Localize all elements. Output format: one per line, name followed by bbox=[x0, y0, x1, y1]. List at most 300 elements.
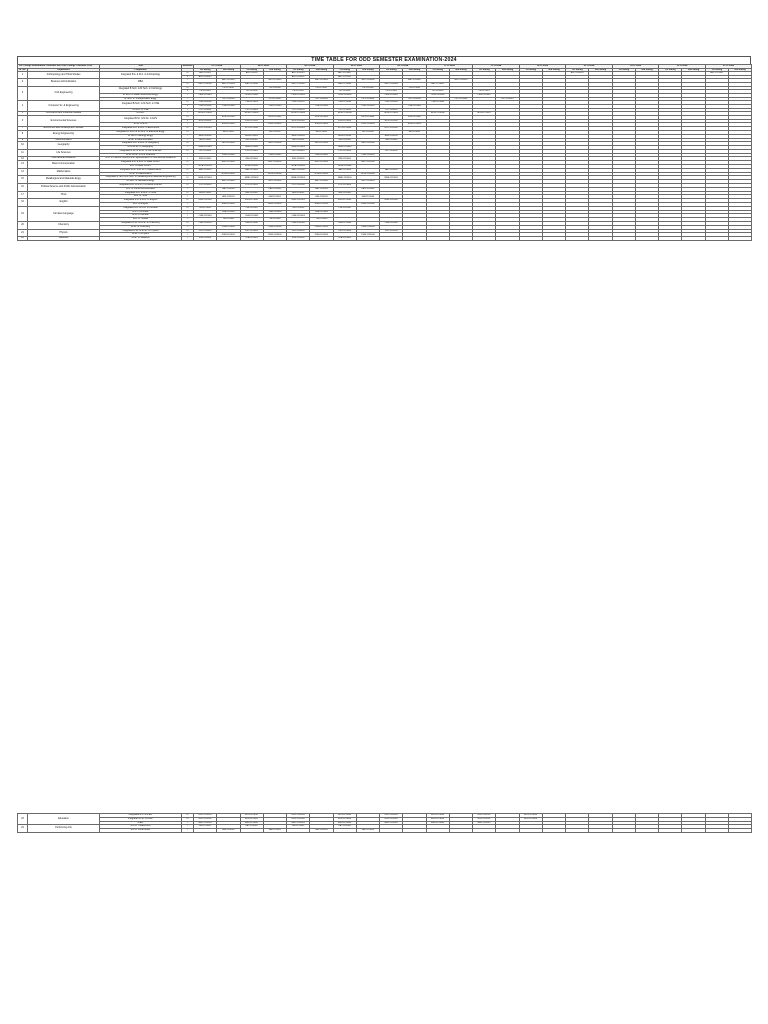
paper-code-cell: MBT-1124004 bbox=[263, 79, 286, 83]
paper-code-cell: CHM-1124001 bbox=[217, 225, 240, 229]
header-session-2: 2nd Sitting bbox=[403, 68, 426, 72]
paper-code-cell: GEM-1124004 bbox=[333, 146, 356, 150]
semester-cell: III bbox=[182, 817, 194, 821]
header-session-2: 2nd Sitting bbox=[496, 68, 519, 72]
department-name: International Relations bbox=[28, 157, 100, 161]
paper-code-cell: CHB-1124002 bbox=[263, 210, 286, 214]
paper-code-cell: CEW-1124003 bbox=[287, 93, 310, 97]
semester-cell: V bbox=[182, 104, 194, 108]
paper-code-cell: MED-1124006 bbox=[426, 821, 449, 825]
paper-code-cell: ECO-1123001 bbox=[194, 127, 217, 131]
programme-name: Integrated B.A. & M.A. in Political Science bbox=[100, 184, 182, 188]
paper-code-cell: MBT-1724004 bbox=[380, 82, 403, 86]
paper-code-cell: MNT-1124003 bbox=[310, 180, 333, 184]
paper-code-cell: HIN-1123003 bbox=[287, 191, 310, 195]
paper-code-cell: CST-1124003 bbox=[287, 108, 310, 112]
paper-code-cell: POL-1123001 bbox=[194, 184, 217, 188]
programme-name: Integrated B.Tech. & M.Tech. in CSE bbox=[100, 101, 182, 108]
department-name: Environmental Sciences bbox=[28, 116, 100, 127]
paper-code-cell: CHE-1123004 bbox=[333, 222, 356, 226]
paper-code-cell: GEI-1124003 bbox=[287, 138, 310, 142]
department-number: 24 bbox=[18, 825, 28, 833]
timetable-grid-continuation bbox=[17, 813, 752, 833]
semester-cell: I bbox=[182, 172, 194, 176]
paper-code-cell bbox=[426, 829, 449, 833]
programme-name: M.Tech. in Energy Engg. bbox=[100, 134, 182, 138]
header-department-label: Department bbox=[28, 68, 100, 72]
paper-code-cell: GEI-1124005 bbox=[380, 138, 403, 142]
paper-code-cell: HIM-1124001 bbox=[217, 195, 240, 199]
paper-code-cell: CE-1123003 bbox=[403, 86, 426, 90]
paper-code-cell: CEW-1124004 bbox=[333, 93, 356, 97]
paper-code-cell: CHB-1124001 bbox=[217, 210, 240, 214]
page-title: TIME TABLE FOR ODD SEMESTER EXAMINATION-2024 bbox=[17, 56, 751, 64]
paper-code-cell: ECO-1123003 bbox=[287, 127, 310, 131]
header-session-2: 2nd Sitting bbox=[356, 68, 379, 72]
programme-name: M.Sc. in Mathematics bbox=[100, 172, 182, 176]
paper-code-cell: POL-1123004 bbox=[333, 184, 356, 188]
paper-code-cell: ANT-1223301 bbox=[705, 72, 728, 76]
paper-code-cell: PHM-1124001 bbox=[217, 233, 240, 237]
department-number: 16 bbox=[18, 184, 28, 192]
header-session-1: 1st Sitting bbox=[566, 68, 589, 72]
paper-code-cell: GEO-1123002 bbox=[263, 142, 286, 146]
header-date: 09.11.2024 bbox=[380, 65, 427, 69]
semester-cell: III bbox=[182, 176, 194, 180]
paper-code-cell: MBT-1124001 bbox=[217, 79, 240, 83]
paper-code-cell: IRM-1124003 bbox=[287, 157, 310, 161]
paper-code-cell: PHY-1123004 bbox=[333, 229, 356, 233]
semester-cell: I bbox=[182, 233, 194, 237]
semester-cell: III bbox=[182, 206, 194, 210]
paper-code-cell: MBT-1124002 bbox=[403, 79, 426, 83]
paper-code-cell: EDU-1123004 bbox=[333, 814, 356, 818]
paper-code-cell: CE-1123004 bbox=[263, 86, 286, 90]
paper-code-cell: EVM-1124002 bbox=[263, 123, 286, 127]
paper-code-cell: MSC-1123003 bbox=[310, 161, 333, 165]
paper-code-cell: ECO-1123005 bbox=[380, 127, 403, 131]
semester-cell: III bbox=[182, 168, 194, 172]
department-name: Metallurgical and Materials Engg. bbox=[28, 176, 100, 184]
semester-cell: I bbox=[182, 108, 194, 112]
header-semester-label: Semester bbox=[182, 65, 193, 67]
programme-name: M.A. in Public Administration bbox=[100, 187, 182, 191]
department-name: Energy Engineering bbox=[28, 130, 100, 138]
header-sno-label: Sl. No. bbox=[19, 68, 26, 71]
paper-code-cell: CHB-1124003 bbox=[310, 210, 333, 214]
semester-cell: I bbox=[182, 93, 194, 97]
department-name: Anthropology and Tribal Studies bbox=[28, 72, 100, 79]
paper-code-cell: EVS-1125001 bbox=[194, 119, 217, 123]
semester-cell: I bbox=[182, 112, 194, 116]
paper-code-cell: EE-1123004 bbox=[356, 130, 379, 134]
paper-code-cell: EEN-1124002 bbox=[240, 134, 263, 138]
paper-code-cell: EDU-1123008 bbox=[519, 814, 542, 818]
paper-code-cell: MSC-1123001 bbox=[217, 161, 240, 165]
header-session-1: 1st Sitting bbox=[612, 68, 635, 72]
programme-name: Integrated B.Sc. & M.Sc. in Chemistry bbox=[100, 222, 182, 226]
paper-code-cell: EVS-1123003 bbox=[310, 116, 333, 120]
paper-code-cell: EVS-1123005 bbox=[403, 116, 426, 120]
paper-code-cell: EVM-1124003 bbox=[310, 123, 333, 127]
header-date: 16.11.2024 bbox=[566, 65, 613, 69]
paper-code-cell: CSE-1125004 bbox=[310, 104, 333, 108]
header-session-1: 1st Sitting bbox=[473, 68, 496, 72]
paper-code-cell: EVS-1125004 bbox=[333, 119, 356, 123]
semester-cell: III bbox=[182, 72, 194, 76]
paper-code-cell: ENM-1124002 bbox=[263, 203, 286, 207]
paper-code-cell: CST-1124004 bbox=[333, 108, 356, 112]
paper-code-cell: MCM-1724002 bbox=[240, 112, 263, 116]
semester-cell: I bbox=[182, 195, 194, 199]
department-name: Education bbox=[28, 814, 100, 825]
department-number: 8 bbox=[18, 130, 28, 138]
paper-code-cell: LSM-1124001 bbox=[217, 153, 240, 157]
paper-code-cell: PHY-1123003 bbox=[287, 229, 310, 233]
paper-code-cell: CHE-1123002 bbox=[240, 222, 263, 226]
header-date: 04.11.2024 bbox=[240, 65, 287, 69]
header-date: 01.11.2024 bbox=[194, 65, 241, 69]
paper-code-cell bbox=[659, 829, 682, 833]
header-date: 11.11.2024 bbox=[426, 65, 473, 69]
semester-cell: III bbox=[182, 199, 194, 203]
department-name: Far East Language bbox=[28, 206, 100, 221]
programme-name: Integrated B.Tech. & M.Tech. in Civil Engg. bbox=[100, 86, 182, 93]
paper-code-cell bbox=[566, 237, 589, 241]
paper-code-cell: CST-1124001 bbox=[194, 108, 217, 112]
semester-cell: I bbox=[182, 146, 194, 150]
paper-code-cell: LSC-1123001 bbox=[194, 149, 217, 153]
department-number: 18 bbox=[18, 199, 28, 207]
timetable-sheet bbox=[17, 56, 751, 241]
paper-code-cell: ENM-1124004 bbox=[356, 203, 379, 207]
paper-code-cell: MTM-1124002 bbox=[263, 172, 286, 176]
programme-name: Integrated B.A. & M.A. in English bbox=[100, 199, 182, 203]
paper-code-cell: PHY-1123002 bbox=[240, 229, 263, 233]
semester-cell: V bbox=[182, 75, 194, 79]
paper-code-cell: STA-1124001 bbox=[194, 237, 217, 241]
paper-code-cell: MAT-1123005 bbox=[380, 168, 403, 172]
paper-code-cell: ANT-1124001 bbox=[287, 75, 310, 79]
paper-code-cell: MSC-1123004 bbox=[356, 161, 379, 165]
paper-code-cell: CET-1124002 bbox=[263, 97, 286, 101]
semester-cell: III bbox=[182, 116, 194, 120]
paper-code-cell: GEO-1123004 bbox=[356, 142, 379, 146]
paper-code-cell bbox=[473, 829, 496, 833]
department-number: 7 bbox=[18, 127, 28, 131]
paper-code-cell bbox=[496, 829, 519, 833]
paper-code-cell: MED-1124004 bbox=[333, 821, 356, 825]
paper-code-cell: HIM-1124004 bbox=[356, 195, 379, 199]
paper-code-cell: PAD-1124001 bbox=[217, 187, 240, 191]
department-name: Economics and Development Studies bbox=[28, 127, 100, 131]
paper-code-cell: ENG-1123004 bbox=[333, 199, 356, 203]
paper-code-cell: CSE-1125005 bbox=[356, 104, 379, 108]
paper-code-cell: MME-1123005 bbox=[380, 176, 403, 180]
paper-code-cell: CEW-1124007 bbox=[473, 93, 496, 97]
department-number: 10 bbox=[18, 142, 28, 150]
semester-cell: I bbox=[182, 187, 194, 191]
header-session-1: 1st Sitting bbox=[659, 68, 682, 72]
department-name: Computer Sc. & Engineering bbox=[28, 101, 100, 112]
paper-code-cell: TIB-1124002 bbox=[263, 218, 286, 222]
programme-name: Integrated B.A. & M.A. in Hindi bbox=[100, 191, 182, 195]
department-name: Mathematics bbox=[28, 168, 100, 176]
paper-code-cell: CEW-1124002 bbox=[240, 93, 263, 97]
paper-code-cell: CHM-1124003 bbox=[287, 214, 310, 218]
programme-name: M.Ed. bbox=[100, 821, 182, 825]
paper-code-cell: CE-1125006 bbox=[380, 90, 403, 94]
paper-code-cell bbox=[589, 829, 612, 833]
paper-code-cell: PHY-1123005 bbox=[380, 229, 403, 233]
paper-code-cell bbox=[287, 829, 310, 833]
department-name: Business Administration bbox=[28, 79, 100, 86]
paper-code-cell: PHM-1124004 bbox=[356, 233, 379, 237]
paper-code-cell: CHE-1123001 bbox=[194, 222, 217, 226]
paper-code-cell: CHM-1124003 bbox=[310, 225, 333, 229]
paper-code-cell: MED-1124001 bbox=[194, 821, 217, 825]
paper-code-cell bbox=[426, 237, 449, 241]
paper-code-cell: TIB-1124001 bbox=[217, 218, 240, 222]
paper-code-cell: CHI-1123003 bbox=[287, 206, 310, 210]
paper-code-cell: CHM-1124002 bbox=[263, 225, 286, 229]
programme-name: Integrated B.A. & M.A. in Economics bbox=[100, 127, 182, 131]
paper-code-cell: HIM-1124003 bbox=[310, 195, 333, 199]
paper-code-cell: CE-1125005 bbox=[426, 90, 449, 94]
paper-code-cell: CET-1124003 bbox=[310, 97, 333, 101]
header-session-1: 1st Sitting bbox=[194, 68, 217, 72]
programme-name: M.Tech. in Transportation Engg. bbox=[100, 97, 182, 101]
programme-name: M.Sc. in EVS bbox=[100, 123, 182, 127]
paper-code-cell: MTM-1124001 bbox=[217, 172, 240, 176]
paper-code-cell: ENG-1123005 bbox=[380, 199, 403, 203]
department-number: 3 bbox=[18, 86, 28, 101]
paper-code-cell: PAD-1124003 bbox=[310, 187, 333, 191]
programme-name: M.Sc. in Geoinformatics bbox=[100, 138, 182, 142]
paper-code-cell: CSE-1123002 bbox=[240, 101, 263, 105]
header-session-1: 1st Sitting bbox=[705, 68, 728, 72]
semester-cell: I bbox=[182, 203, 194, 207]
paper-code-cell: POL-1123002 bbox=[240, 184, 263, 188]
paper-code-cell: MCA-1124002 bbox=[240, 165, 263, 169]
paper-code-cell: CE-1123001 bbox=[217, 86, 240, 90]
department-name: Physics bbox=[28, 229, 100, 237]
semester-cell: V bbox=[182, 119, 194, 123]
header-note: For Timings Examination Controller and Time-Timings Controller Print bbox=[18, 65, 100, 69]
paper-code-cell: MNT-1124004 bbox=[356, 180, 379, 184]
semester-cell: I bbox=[182, 79, 194, 83]
header-session-1: 1st Sitting bbox=[519, 68, 542, 72]
paper-code-cell: HIM-1124002 bbox=[263, 195, 286, 199]
department-name: Hindi bbox=[28, 191, 100, 199]
paper-code-cell: MCM-1724006 bbox=[426, 112, 449, 116]
semester-cell: III bbox=[182, 222, 194, 226]
paper-code-cell: MTM-1124004 bbox=[356, 172, 379, 176]
semester-cell: I bbox=[182, 218, 194, 222]
paper-code-cell: CSE-1123006 bbox=[426, 101, 449, 105]
paper-code-cell: CHM-1124002 bbox=[240, 214, 263, 218]
paper-code-cell: CSE-1123001 bbox=[194, 101, 217, 105]
paper-code-cell bbox=[356, 237, 379, 241]
semester-cell: III bbox=[182, 184, 194, 188]
paper-code-cell bbox=[380, 829, 403, 833]
department-number: 1 bbox=[18, 72, 28, 79]
header-session-2: 2nd Sitting bbox=[589, 68, 612, 72]
department-name: Performing Arts bbox=[28, 825, 100, 833]
paper-code-cell: CE-1123005 bbox=[356, 86, 379, 90]
paper-code-cell: PAV-1124002 bbox=[263, 829, 286, 833]
header-session-2: 2nd Sitting bbox=[635, 68, 658, 72]
programme-name: Integrated B.Sc. & M.Sc. in EVS bbox=[100, 116, 182, 123]
paper-code-cell: MCA-1124001 bbox=[194, 165, 217, 169]
paper-code-cell: MBT-1724002 bbox=[194, 82, 217, 86]
programme-name: B.A. in Chinese bbox=[100, 210, 182, 214]
paper-code-cell: MTM-1124003 bbox=[310, 172, 333, 176]
header-session-1: 1st Sitting bbox=[333, 68, 356, 72]
paper-code-cell bbox=[612, 829, 635, 833]
header-date: 21.11.2024 bbox=[705, 65, 752, 69]
paper-code-cell: EDU-1123001 bbox=[194, 814, 217, 818]
paper-code-cell: EVS-1123001 bbox=[217, 116, 240, 120]
semester-cell: III bbox=[182, 229, 194, 233]
programme-name: Integrated B.A. & M.A. in Chinese bbox=[100, 206, 182, 210]
paper-code-cell: MCA-1124003 bbox=[287, 165, 310, 169]
paper-code-cell: GEI-1124001 bbox=[194, 138, 217, 142]
header-date: 06.11.2024 bbox=[287, 65, 334, 69]
programme-name: M.A. in Mass Comm. bbox=[100, 165, 182, 169]
paper-code-cell: MCM-1724005 bbox=[380, 112, 403, 116]
department-number: 15 bbox=[18, 176, 28, 184]
semester-cell: III bbox=[182, 814, 194, 818]
paper-code-cell: MED-1124002 bbox=[240, 821, 263, 825]
programme-name: M.A. in Chinese bbox=[100, 214, 182, 218]
semester-cell: I bbox=[182, 821, 194, 825]
header-session-2: 2nd Sitting bbox=[217, 68, 240, 72]
paper-code-cell: MSC-1123002 bbox=[263, 161, 286, 165]
paper-code-cell: GEO-1123001 bbox=[217, 142, 240, 146]
paper-code-cell: STA-1124002 bbox=[240, 237, 263, 241]
paper-code-cell: CE-1125002 bbox=[287, 90, 310, 94]
semester-cell: I bbox=[182, 138, 194, 142]
timetable-continuation bbox=[17, 813, 751, 833]
paper-code-cell bbox=[403, 829, 426, 833]
paper-code-cell: MAT-1123002 bbox=[240, 168, 263, 172]
programme-name: M.P.A. Vocal Music bbox=[100, 829, 182, 833]
paper-code-cell bbox=[682, 237, 705, 241]
paper-code-cell: LSM-1124003 bbox=[310, 153, 333, 157]
paper-code-cell: MED-1124003 bbox=[287, 821, 310, 825]
programme-name: M.A. in Hindi bbox=[100, 195, 182, 199]
programme-name: M.Sc. in Physics bbox=[100, 233, 182, 237]
semester-cell: I bbox=[182, 134, 194, 138]
paper-code-cell: CEW-1124005 bbox=[380, 93, 403, 97]
paper-code-cell: PHM-1124002 bbox=[263, 233, 286, 237]
paper-code-cell: EVS-1125005 bbox=[380, 119, 403, 123]
paper-code-cell: EVS-1125003 bbox=[287, 119, 310, 123]
department-number: 9 bbox=[18, 138, 28, 142]
paper-code-cell: EVS-1123004 bbox=[356, 116, 379, 120]
programme-name: M.A. in Political Science with Specialization in International Relations bbox=[100, 157, 182, 161]
paper-code-cell: PHM-1124003 bbox=[310, 233, 333, 237]
paper-code-cell: ANT-1223401 bbox=[333, 72, 356, 76]
paper-code-cell: MCM-1724001 bbox=[194, 112, 217, 116]
paper-code-cell: EEN-1124005 bbox=[380, 134, 403, 138]
department-name: Political Science and Public Administration bbox=[28, 184, 100, 192]
paper-code-cell: GEI-1124002 bbox=[240, 138, 263, 142]
semester-cell: III bbox=[182, 127, 194, 131]
paper-code-cell: CSE-1125002 bbox=[217, 104, 240, 108]
paper-code-cell: HIN-1123002 bbox=[240, 191, 263, 195]
semester-cell: I bbox=[182, 825, 194, 829]
paper-code-cell bbox=[635, 237, 658, 241]
paper-code-cell: IRM-1124004 bbox=[333, 157, 356, 161]
paper-code-cell bbox=[380, 237, 403, 241]
semester-cell: I bbox=[182, 180, 194, 184]
paper-code-cell: LSC-1123003 bbox=[287, 149, 310, 153]
paper-code-cell bbox=[473, 237, 496, 241]
paper-code-cell: PAV-1124003 bbox=[310, 829, 333, 833]
paper-code-cell: IRM-1124002 bbox=[240, 157, 263, 161]
paper-code-cell: EVS-1123002 bbox=[263, 116, 286, 120]
paper-code-cell: EEN-1124001 bbox=[194, 134, 217, 138]
paper-code-cell: MBT-1724001 bbox=[240, 82, 263, 86]
programme-name: M.A./M.Sc. in Geography bbox=[100, 146, 182, 150]
department-number: 19 bbox=[18, 206, 28, 221]
paper-code-cell: MNT-1124001 bbox=[217, 180, 240, 184]
semester-cell: III bbox=[182, 101, 194, 105]
paper-code-cell: CET-1124001 bbox=[217, 97, 240, 101]
paper-code-cell: PAT-1124004 bbox=[333, 825, 356, 829]
paper-code-cell: MAT-1123001 bbox=[194, 168, 217, 172]
programme-name: M.Sc./M.Sc. in Life Sciences bbox=[100, 153, 182, 157]
paper-code-cell: ENM-1124003 bbox=[310, 203, 333, 207]
paper-code-cell: CHI-1123004 bbox=[333, 206, 356, 210]
semester-cell: III bbox=[182, 149, 194, 153]
paper-code-cell: EEN-1124004 bbox=[333, 134, 356, 138]
header-date: 18.11.2024 bbox=[612, 65, 659, 69]
paper-code-cell: MME-1123004 bbox=[333, 176, 356, 180]
semester-cell: III bbox=[182, 142, 194, 146]
department-name: Geoinformatics bbox=[28, 138, 100, 142]
paper-code-cell: MCA-1124004 bbox=[333, 165, 356, 169]
paper-code-cell bbox=[728, 237, 751, 241]
paper-code-cell: ANT-1226001 bbox=[566, 72, 589, 76]
paper-code-cell: MBT-1124005 bbox=[449, 79, 472, 83]
paper-code-cell: HIN-1123001 bbox=[194, 191, 217, 195]
paper-code-cell: CST-1124005 bbox=[380, 108, 403, 112]
paper-code-cell: CEW-1124006 bbox=[426, 93, 449, 97]
paper-code-cell bbox=[542, 237, 565, 241]
paper-code-cell: EVM-1124001 bbox=[217, 123, 240, 127]
paper-code-cell: EVM-1124004 bbox=[356, 123, 379, 127]
department-number: 4 bbox=[18, 101, 28, 112]
header-session-1: 1st Sitting bbox=[287, 68, 310, 72]
paper-code-cell bbox=[217, 237, 240, 241]
paper-code-cell: MCM-1724003 bbox=[287, 112, 310, 116]
paper-code-cell: CHM-1124004 bbox=[356, 225, 379, 229]
semester-cell: I bbox=[182, 210, 194, 214]
paper-code-cell bbox=[589, 237, 612, 241]
programme-name: Integrated B.A. & M.A. in Geography bbox=[100, 142, 182, 146]
paper-code-cell: ENM-1124001 bbox=[217, 203, 240, 207]
paper-code-cell: IRM-1124001 bbox=[194, 157, 217, 161]
paper-code-cell: LSM-1124002 bbox=[263, 153, 286, 157]
header-session-2: 2nd Sitting bbox=[728, 68, 751, 72]
paper-code-cell: MBT-1724005 bbox=[287, 82, 310, 86]
paper-code-cell bbox=[449, 829, 472, 833]
semester-cell: III bbox=[182, 130, 194, 134]
programme-name: Integrated B.Sc. & B.Ed. bbox=[100, 817, 182, 821]
